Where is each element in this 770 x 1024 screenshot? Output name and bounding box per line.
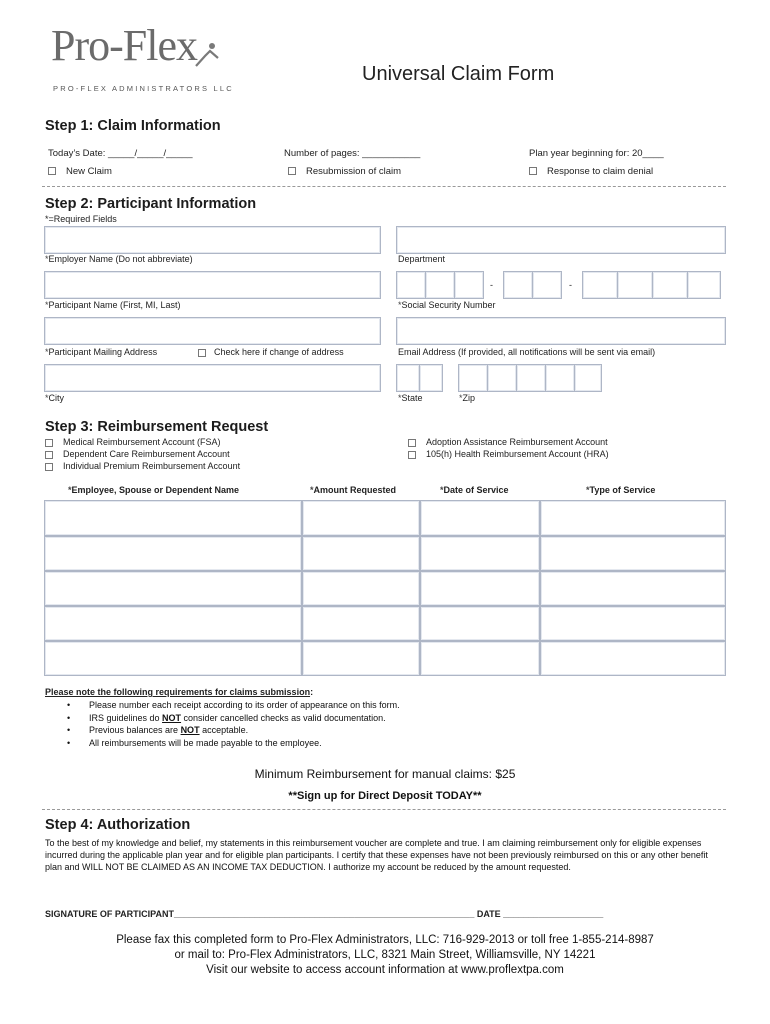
logo-subtitle: PRO-FLEX ADMINISTRATORS LLC [53, 84, 234, 93]
account-option-adoption[interactable] [408, 437, 608, 447]
table-cell[interactable] [302, 536, 420, 571]
plan-year-field[interactable]: Plan year beginning for: 20____ [529, 148, 664, 159]
authorization-paragraph: To the best of my knowledge and belief, my statements in this reimbursement voucher are complete and true. I am claiming reimbursement only for eligible expenses incurred during the applicable plan year and for eligible plan participants. I certify that these expenses have not been previously reimbursed on this or any other benefit plan and WILL NOT BE CLAIMED AS AN INCOME TAX DEDUCTION. I authorize my account be reduced by the amount requested. [45, 838, 708, 872]
department-label: Department [398, 254, 446, 264]
table-cell[interactable] [540, 641, 726, 676]
footer-fax: Please fax this completed form to Pro-Flex Administrators, LLC: 716-929-2013 or toll free 1-855-214-8987 [116, 934, 654, 946]
account-option-hra[interactable] [408, 449, 609, 459]
account-option-dependent-care[interactable] [45, 449, 230, 459]
response-denial-checkbox[interactable] [529, 167, 537, 175]
table-cell[interactable] [540, 571, 726, 606]
department-input[interactable] [396, 226, 726, 254]
ssn-digit-box[interactable] [503, 271, 533, 299]
logo-wordmark: Pro-Flex [51, 21, 197, 70]
column-header-type: *Type of Service [586, 485, 656, 495]
ssn-separator: - [490, 280, 493, 290]
table-cell[interactable] [302, 606, 420, 641]
table-cell[interactable] [540, 536, 726, 571]
table-cell[interactable] [540, 606, 726, 641]
zip-label: *Zip [459, 393, 476, 403]
mailing-address-input[interactable] [44, 317, 381, 345]
zip-digit-box[interactable] [487, 364, 517, 392]
ssn-digit-box[interactable] [425, 271, 455, 299]
zip-digit-box[interactable] [545, 364, 575, 392]
notes-heading: Please note the following requirements for claims submission: [45, 687, 314, 697]
response-denial-option[interactable] [529, 166, 653, 177]
list-item: • Please number each receipt according to its order of appearance on this form. [45, 699, 400, 712]
requirements-list [45, 699, 400, 750]
table-cell[interactable] [420, 606, 540, 641]
required-note: *=Required Fields [45, 214, 117, 224]
ssn-digit-box[interactable] [652, 271, 688, 299]
account-checkbox[interactable] [45, 451, 53, 459]
number-of-pages-field[interactable]: Number of pages: ___________ [284, 148, 421, 159]
table-cell[interactable] [44, 571, 302, 606]
list-item: • IRS guidelines do NOT consider cancelled checks as valid documentation. [45, 712, 400, 725]
response-denial-label: Response to claim denial [547, 166, 654, 177]
account-checkbox[interactable] [45, 463, 53, 471]
table-cell[interactable] [44, 641, 302, 676]
resubmission-option[interactable] [288, 166, 401, 177]
state-label: *State [398, 393, 423, 403]
step4-heading: Step 4: Authorization [45, 817, 191, 833]
state-letter-box[interactable] [419, 364, 443, 392]
ssn-digit-box[interactable] [532, 271, 562, 299]
table-cell[interactable] [302, 500, 420, 536]
mailing-address-label: *Participant Mailing Address [45, 347, 158, 357]
logo-figure-icon [192, 40, 222, 70]
list-item: • All reimbursements will be made payable to the employee. [45, 737, 400, 750]
direct-deposit-note: **Sign up for Direct Deposit TODAY** [288, 790, 482, 802]
section-divider [42, 186, 726, 187]
resubmission-checkbox[interactable] [288, 167, 296, 175]
minimum-reimbursement-note: Minimum Reimbursement for manual claims: $25 [254, 767, 516, 781]
table-cell[interactable] [44, 500, 302, 536]
zip-digit-box[interactable] [458, 364, 488, 392]
step1-heading: Step 1: Claim Information [45, 118, 221, 134]
resubmission-label: Resubmission of claim [306, 166, 402, 177]
table-cell[interactable] [420, 500, 540, 536]
account-label: Adoption Assistance Reimbursement Account [426, 437, 608, 447]
todays-date-field[interactable]: Today’s Date: _____/_____/_____ [48, 148, 193, 159]
change-address-checkbox[interactable] [198, 349, 206, 357]
column-header-name: *Employee, Spouse or Dependent Name [68, 485, 240, 495]
account-option-premium[interactable] [45, 461, 240, 471]
column-header-date: *Date of Service [440, 485, 509, 495]
city-input[interactable] [44, 364, 381, 392]
ssn-digit-box[interactable] [582, 271, 618, 299]
new-claim-option[interactable] [48, 166, 112, 177]
footer-mail: or mail to: Pro-Flex Administrators, LLC, 8321 Main Street, Williamsville, NY 14221 [174, 949, 596, 961]
participant-name-label: *Participant Name (First, MI, Last) [45, 300, 181, 310]
state-letter-box[interactable] [396, 364, 420, 392]
new-claim-label: New Claim [66, 166, 112, 177]
participant-name-input[interactable] [44, 271, 381, 299]
account-checkbox[interactable] [408, 439, 416, 447]
ssn-digit-box[interactable] [617, 271, 653, 299]
table-cell[interactable] [420, 571, 540, 606]
list-item: • Previous balances are NOT acceptable. [45, 724, 400, 737]
employer-name-input[interactable] [44, 226, 381, 254]
account-checkbox[interactable] [408, 451, 416, 459]
email-label: Email Address (If provided, all notifications will be sent via email) [398, 347, 656, 357]
account-checkbox[interactable] [45, 439, 53, 447]
account-label: Dependent Care Reimbursement Account [63, 449, 230, 459]
city-label: *City [45, 393, 65, 403]
zip-digit-box[interactable] [574, 364, 602, 392]
signature-line[interactable]: SIGNATURE OF PARTICIPANT____________________________________________________________ DATE ____________________ [45, 909, 604, 919]
change-address-label: Check here if change of address [214, 347, 344, 357]
table-cell[interactable] [302, 571, 420, 606]
email-input[interactable] [396, 317, 726, 345]
account-label: Medical Reimbursement Account (FSA) [63, 437, 221, 447]
table-cell[interactable] [420, 536, 540, 571]
account-label: Individual Premium Reimbursement Account [63, 461, 241, 471]
ssn-digit-box[interactable] [687, 271, 721, 299]
account-option-fsa[interactable] [45, 437, 221, 447]
ssn-digit-box[interactable] [396, 271, 426, 299]
step3-heading: Step 3: Reimbursement Request [45, 419, 269, 435]
ssn-digit-box[interactable] [454, 271, 484, 299]
zip-digit-box[interactable] [516, 364, 546, 392]
new-claim-checkbox[interactable] [48, 167, 56, 175]
account-label: 105(h) Health Reimbursement Account (HRA) [426, 449, 609, 459]
step2-heading: Step 2: Participant Information [45, 196, 257, 212]
section-divider [42, 809, 726, 810]
form-title: Universal Claim Form [362, 63, 555, 85]
table-cell[interactable] [44, 606, 302, 641]
table-cell[interactable] [44, 536, 302, 571]
table-cell[interactable] [420, 641, 540, 676]
column-header-amount: *Amount Requested [310, 485, 397, 495]
ssn-label: *Social Security Number [398, 300, 496, 310]
company-logo [51, 20, 197, 71]
table-cell[interactable] [302, 641, 420, 676]
employer-name-label: *Employer Name (Do not abbreviate) [45, 254, 193, 264]
table-cell[interactable] [540, 500, 726, 536]
change-address-option[interactable] [198, 347, 344, 357]
ssn-separator: - [569, 280, 572, 290]
footer-website: Visit our website to access account information at www.proflextpa.com [206, 964, 564, 976]
